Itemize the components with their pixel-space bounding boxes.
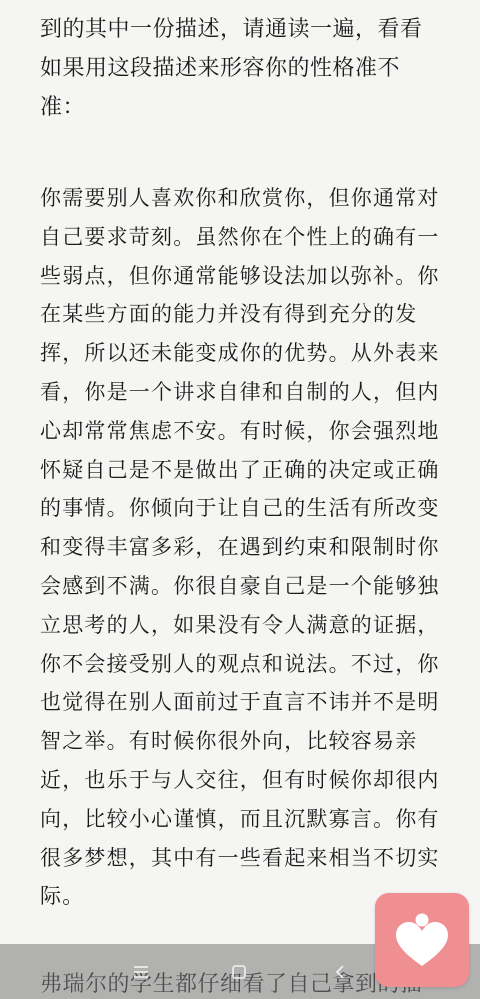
home-square-icon — [231, 964, 247, 980]
floating-heart-button[interactable] — [375, 893, 469, 987]
home-button[interactable] — [219, 952, 259, 992]
heart-person-icon — [390, 908, 454, 972]
back-button[interactable] — [320, 952, 360, 992]
description-paragraph: 你需要别人喜欢你和欣赏你，但你通常对自己要求苛刻。虽然你在个性上的确有一些弱点，但你通常能够设法加以弥补。你在某些方面的能力并没有得到充分的发挥，所以还未能变成你的优势。从外表来看，你是一个讲求自律和自制的人，但内心却常常焦虑不安。有时候，你会强烈地怀疑自己是不是做出了正确的决定或正确的事情。你倾向于让自己的生活有所改变和变得丰富多彩，在遇到约束和限制时你会感到不满。你很自豪自己是一个能够独立思考的人，如果没有令人满意的证据，你不会接受别人的观点和说法。不过，你也觉得在别人面前过于直言不讳并不是明智之举。有时候你很外向，比较容易亲近，也乐于与人交往，但有时候你却很内向，比较小心谨慎，而且沉默寡言。你有很多梦想，其中有一些看起来相当不切实际。 — [40, 186, 440, 909]
intro-paragraph: 到的其中一份描述，请通读一遍，看看如果用这段描述来形容你的性格准不准： — [40, 17, 423, 120]
back-chevron-icon — [333, 964, 347, 980]
recent-apps-button[interactable] — [121, 952, 161, 992]
menu-lines-icon — [133, 965, 149, 979]
